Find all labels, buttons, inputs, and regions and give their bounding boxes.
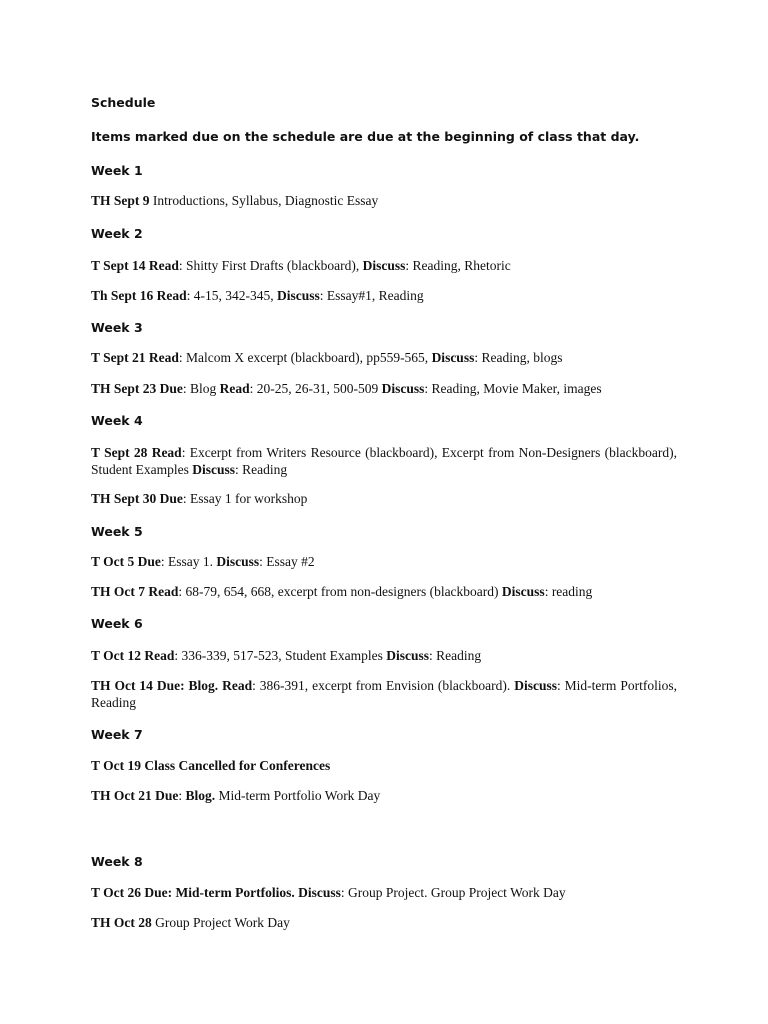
week-heading: Week 3 <box>91 320 143 335</box>
entry-keyword: Discuss <box>501 584 545 599</box>
schedule-entry: TH Sept 30 Due: Essay 1 for workshop <box>91 491 308 506</box>
entry-date: T Sept 14 Read <box>91 258 179 273</box>
schedule-entry: T Sept 21 Read: Malcom X excerpt (blackboard), pp559-565, Discuss: Reading, blogs <box>91 350 563 365</box>
entry-date: TH Sept 30 Due <box>91 491 183 506</box>
entry-date: T Sept 28 Read <box>91 445 182 460</box>
entry-date: TH Oct 28 <box>91 915 152 930</box>
week-heading: Week 6 <box>91 616 143 631</box>
schedule-entry: TH Sept 23 Due: Blog Read: 20-25, 26-31, 500-509 Discuss: Reading, Movie Maker, images <box>91 381 602 396</box>
schedule-entry <box>91 757 677 774</box>
schedule-entry: TH Sept 9 Introductions, Syllabus, Diagnostic Essay <box>91 193 379 208</box>
entry-date: TH Sept 23 Due <box>91 381 183 396</box>
schedule-entry: T Sept 14 Read: Shitty First Drafts (blackboard), Discuss: Reading, Rhetoric <box>91 258 511 273</box>
schedule-entry: TH Oct 7 Read: 68-79, 654, 668, excerpt from non-designers (blackboard) Discuss: reading <box>91 584 593 599</box>
entry-date: T Oct 26 Due: Mid-term Portfolios. Discuss <box>91 885 341 900</box>
entry-date: T Oct 12 Read <box>91 648 175 663</box>
week-heading: Week 2 <box>91 226 143 241</box>
schedule-entry: TH Oct 28 Group Project Work Day <box>91 915 290 930</box>
entry-keyword: Discuss <box>514 678 557 693</box>
entry-keyword: Discuss <box>362 258 406 273</box>
page-title: Schedule <box>91 95 156 110</box>
schedule-entry: T Oct 12 Read: 336-339, 517-523, Student Examples Discuss: Reading <box>91 648 482 663</box>
week-heading: Week 7 <box>91 727 143 742</box>
week-heading: Week 1 <box>91 163 143 178</box>
entry-date: TH Sept 9 <box>91 193 150 208</box>
entry-keyword: Discuss <box>381 381 425 396</box>
entry-date: TH Oct 14 Due: Blog. Read <box>91 678 253 693</box>
entry-date: T Oct 19 Class Cancelled for Conferences <box>91 758 331 773</box>
entry-keyword: Discuss <box>386 648 429 663</box>
entry-date: Th Sept 16 Read <box>91 288 187 303</box>
schedule-entry: TH Oct 14 Due: Blog. Read: 386-391, excerpt from Envision (blackboard). Discuss: Mid-term Portfolios, Reading <box>91 678 677 710</box>
week-heading: Week 8 <box>91 854 143 869</box>
entry-keyword: Discuss <box>277 288 320 303</box>
schedule-entry: TH Oct 21 Due: Blog. Mid-term Portfolio Work Day <box>91 788 381 803</box>
entry-date: T Oct 5 Due <box>91 554 161 569</box>
schedule-entry: T Oct 5 Due: Essay 1. Discuss: Essay #2 <box>91 554 315 569</box>
week-heading: Week 4 <box>91 413 143 428</box>
entry-date: TH Oct 7 Read <box>91 584 179 599</box>
entry-keyword: Read <box>219 381 250 396</box>
week-heading: Week 5 <box>91 524 143 539</box>
schedule-entry: T Sept 28 Read: Excerpt from Writers Resource (blackboard), Excerpt from Non-Designers (blackboard), Student Examples Discuss: Reading <box>91 445 678 477</box>
entry-date: T Sept 21 Read <box>91 350 179 365</box>
schedule-entry: Th Sept 16 Read: 4-15, 342-345, Discuss: Essay#1, Reading <box>91 288 424 303</box>
entry-date: TH Oct 21 Due <box>91 788 179 803</box>
entry-keyword: Discuss <box>216 554 260 569</box>
due-note: Items marked due on the schedule are due at the beginning of class that day. <box>91 129 640 144</box>
entry-keyword: Discuss <box>192 462 236 477</box>
entry-keyword: Discuss <box>431 350 475 365</box>
schedule-entry: T Oct 26 Due: Mid-term Portfolios. Discuss: Group Project. Group Project Work Day <box>91 885 566 900</box>
entry-keyword: Blog. <box>185 788 216 803</box>
